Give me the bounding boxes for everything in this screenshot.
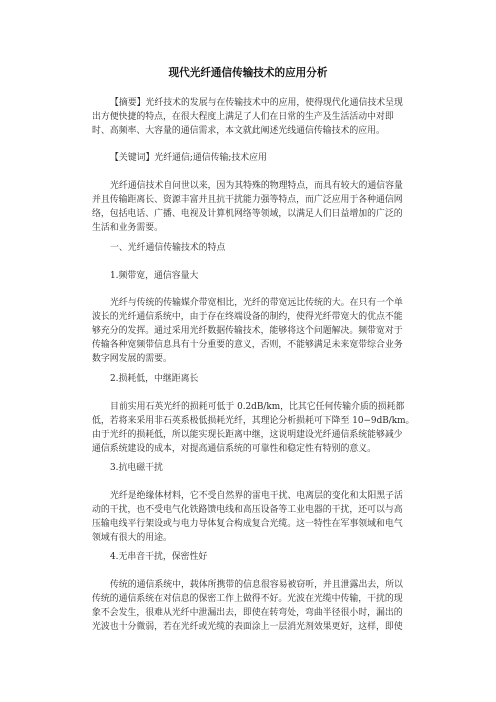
paragraph-line: 够充分的发挥。通过采用光纤数据传输技术，能够将这个问题解决。频带宽对于 [92, 326, 403, 336]
paragraph-line: 传统的通信系统在对信息的保密工作上做得不好。光波在光缆中传输，干扰的现 [92, 594, 403, 604]
subsection-heading-text: 1.频带宽，通信容量大 [110, 271, 199, 281]
paragraph-line: 动的干扰，也不受电气化铁路馈电线和高压设备等工业电器的干扰，还可以与高 [92, 505, 403, 515]
abstract-line: 出方便快捷的特点，在很大程度上满足了人们在日常的生产及生活活动中对即 [92, 112, 394, 122]
subsection-heading [92, 269, 410, 283]
abstract-line: 【摘要】光纤技术的发展与在传输技术中的应用，使得现代化通信技术呈现 [110, 98, 403, 108]
keywords-line: 【关键词】光纤通信;通信传输;技术应用 [110, 153, 267, 163]
paragraph-line: 压输电线平行架设或与电力导体复合构成复合光缆。这一特性在军事领域和电气 [92, 519, 403, 529]
section-heading-text: 一、光纤通信传输技术的特点 [110, 243, 226, 253]
subsection-heading-text: 2.损耗低，中继距离长 [110, 374, 199, 384]
intro-line: 光纤通信技术自问世以来，因为其特殊的物理特点，而具有较大的通信容量 [110, 181, 403, 191]
subsection-heading-text: 4.无串音干扰，保密性好 [110, 552, 208, 562]
subsection-paragraph [92, 400, 415, 456]
intro-line: 生活和业务需要。 [92, 223, 163, 233]
intro-paragraph [92, 179, 410, 235]
paragraph-line: 波长的光纤通信系统中，由于存在终端设备的制约，使得光纤带宽大的优点不能 [92, 312, 403, 322]
document-title: 现代光纤通信传输技术的应用分析 [168, 67, 328, 79]
paragraph-line: 光纤是绝缘体材料，它不受自然界的雷电干扰、电离层的变化和太阳黑子活 [110, 491, 403, 501]
paragraph-line: 目前实用石英光纤的损耗可低于 0.2dB/km，比其它任何传输介质的损耗都 [110, 402, 405, 412]
subsection-heading-text: 3.抗电磁干扰 [110, 463, 163, 473]
subsection-paragraph [92, 296, 410, 366]
subsection-heading [92, 550, 410, 564]
subsection-heading [92, 461, 410, 475]
paragraph-line: 传统的通信系统中，载体所携带的信息很容易被窃听，并且泄露出去，所以 [110, 580, 403, 590]
paragraph-line: 光波也十分微弱，若在光纤或光缆的表面涂上一层消光剂效果更好，这样，即使 [92, 622, 403, 632]
subsection-heading [92, 372, 410, 386]
intro-line: 并且传输距离长、资源丰富并且抗干扰能力强等特点，而广泛应用于各种通信网 [92, 195, 403, 205]
keywords-paragraph [92, 151, 410, 165]
paragraph-line: 传输各种宽频带信息具有十分重要的意义，否则，不能够满足未来宽带综合业务 [92, 340, 403, 350]
subsection-paragraph [92, 489, 410, 545]
abstract-paragraph [92, 96, 410, 138]
paragraph-line: 数字网发展的需要。 [92, 354, 172, 364]
paragraph-line: 由于光纤的损耗低，所以能实现长距离中继，这说明建设光纤通信系统能够减少 [92, 430, 403, 440]
subsection-paragraph [92, 578, 410, 634]
paragraph-line: 光纤与传统的传输媒介带宽相比，光纤的带宽远比传统的大。在只有一个单 [110, 298, 403, 308]
paragraph-line: 象不会发生，很难从光纤中泄漏出去，即使在转弯处，弯曲半径很小时，漏出的 [92, 608, 403, 618]
paragraph-line: 领域有很大的用途。 [92, 533, 172, 543]
intro-line: 络，包括电话、广播、电视及计算机网络等领域，以满足人们日益增加的广泛的 [92, 209, 403, 219]
paragraph-line: 通信系统建设的成本，对提高通信系统的可靠性和稳定性有特别的意义。 [92, 444, 376, 454]
section-heading [92, 241, 410, 255]
abstract-line: 时、高频率、大容量的通信需求，本文就此阐述光线通信传输技术的应用。 [92, 126, 385, 136]
paragraph-line: 低，若将来采用非石英系极低损耗光纤，其理论分析损耗可下降至 10−9dB/km。 [92, 416, 415, 426]
